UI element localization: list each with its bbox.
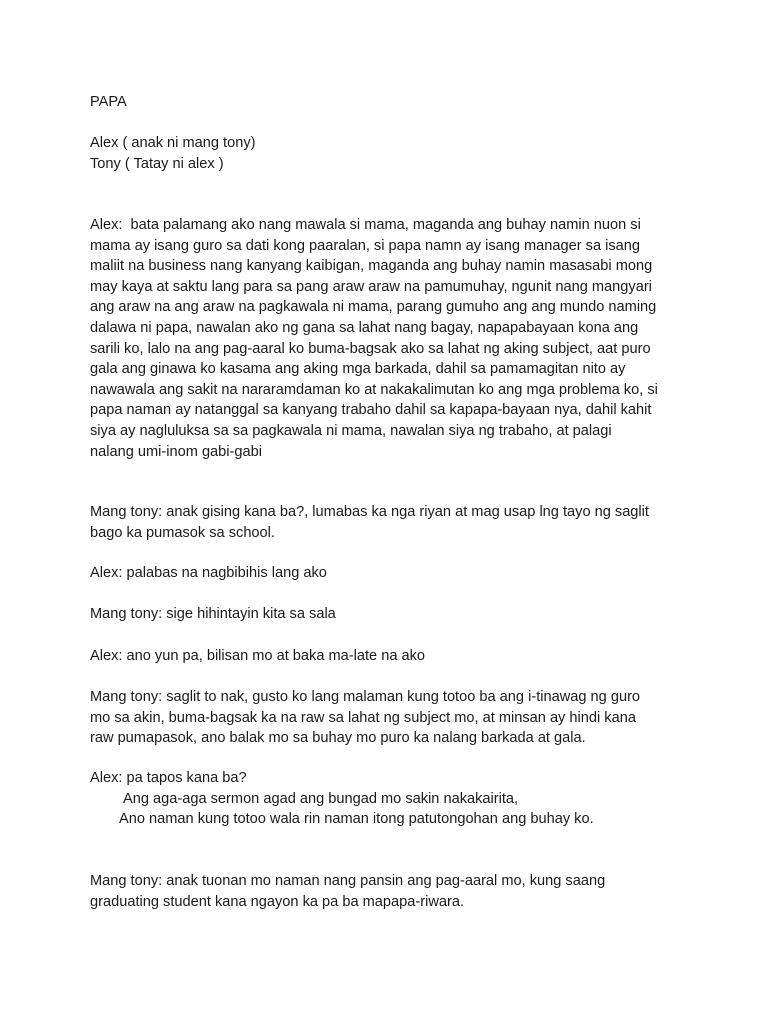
paragraph-line: mama ay isang guro sa dati kong paaralan, si papa namn ay isang manager sa isang [90, 237, 641, 254]
dialogue-line: raw pumapasok, ano balak mo sa buhay mo puro ka nalang barkada at gala. [90, 730, 586, 747]
dialogue-mang-tony-4 [90, 871, 690, 912]
dialogue-line: Alex: pa tapos kana ba? [90, 770, 247, 786]
dialogue-line: Alex: palabas na nagbibihis lang ako [90, 565, 327, 581]
character-tony: Tony ( Tatay ni alex ) [90, 155, 224, 172]
title-text: PAPA [90, 94, 127, 110]
dialogue-line: bago ka pumasok sa school. [90, 524, 275, 541]
dialogue-line: Mang tony: anak gising kana ba?, lumabas ka nga riyan at mag usap lng tayo ng saglit [90, 504, 649, 520]
dialogue-line: Ang aga-aga sermon agad ang bungad mo sakin nakakairita, [123, 790, 519, 807]
paragraph-line: may kaya at saktu lang para sa pang araw araw na pamumuhay, ngunit nang mangyari [90, 278, 652, 295]
paragraph-line: nawawala ang sakit na nararamdaman ko at nakakalimutan ko ang mga problema ko, si [90, 381, 658, 398]
dialogue-line: Mang tony: anak tuonan mo naman nang pansin ang pag-aaral mo, kung saang [90, 873, 606, 889]
dialogue-line: Mang tony: saglit to nak, gusto ko lang malaman kung totoo ba ang i-tinawag ng guro [90, 689, 641, 705]
dialogue-alex-1 [90, 563, 690, 584]
dialogue-mang-tony-2 [90, 604, 690, 625]
paragraph-line: Alex: bata palamang ako nang mawala si mama, maganda ang buhay namin nuon si [90, 217, 641, 233]
character-list [90, 133, 690, 174]
paragraph-line: dalawa ni papa, nawalan ako ng gana sa lahat nang bagay, napapabayaan kona ang [90, 319, 639, 336]
paragraph-line: sarili ko, lalo na ang pag-aaral ko buma-bagsak ako sa lahat ng aking subject, aat puro [90, 340, 651, 357]
paragraph-line: nalang umi-inom gabi-gabi [90, 443, 262, 460]
dialogue-alex-3 [90, 768, 690, 830]
dialogue-mang-tony-3 [90, 687, 690, 749]
paragraph-line: siya ay nagluluksa sa sa pagkawala ni mama, nawalan siya ng trabaho, at palagi [90, 422, 612, 439]
dialogue-mang-tony-1 [90, 502, 690, 543]
document-title [90, 92, 690, 113]
dialogue-line: Alex: ano yun pa, bilisan mo at baka ma-late na ako [90, 648, 426, 664]
alex-narration-paragraph [90, 215, 690, 462]
paragraph-line: papa naman ay natanggal sa kanyang trabaho dahil sa kapapa-bayaan nya, dahil kahit [90, 402, 652, 419]
dialogue-alex-2 [90, 646, 690, 667]
paragraph-line: maliit na business nang kanyang kaibigan, maganda ang buhay namin masasabi mong [90, 258, 653, 275]
paragraph-line: gala ang ginawa ko kasama ang aking mga barkada, dahil sa pamamagitan nito ay [90, 361, 626, 378]
dialogue-line: Mang tony: sige hihintayin kita sa sala [90, 606, 336, 622]
character-alex: Alex ( anak ni mang tony) [90, 135, 256, 151]
dialogue-line: Ano naman kung totoo wala rin naman itong patutongohan ang buhay ko. [119, 811, 594, 828]
dialogue-line: graduating student kana ngayon ka pa ba mapapa-riwara. [90, 893, 465, 910]
paragraph-line: ang araw na ang araw na pagkawala ni mama, parang gumuho ang ang mundo naming [90, 299, 657, 316]
dialogue-line: mo sa akin, buma-bagsak ka na raw sa lahat ng subject mo, at minsan ay hindi kana [90, 709, 636, 726]
